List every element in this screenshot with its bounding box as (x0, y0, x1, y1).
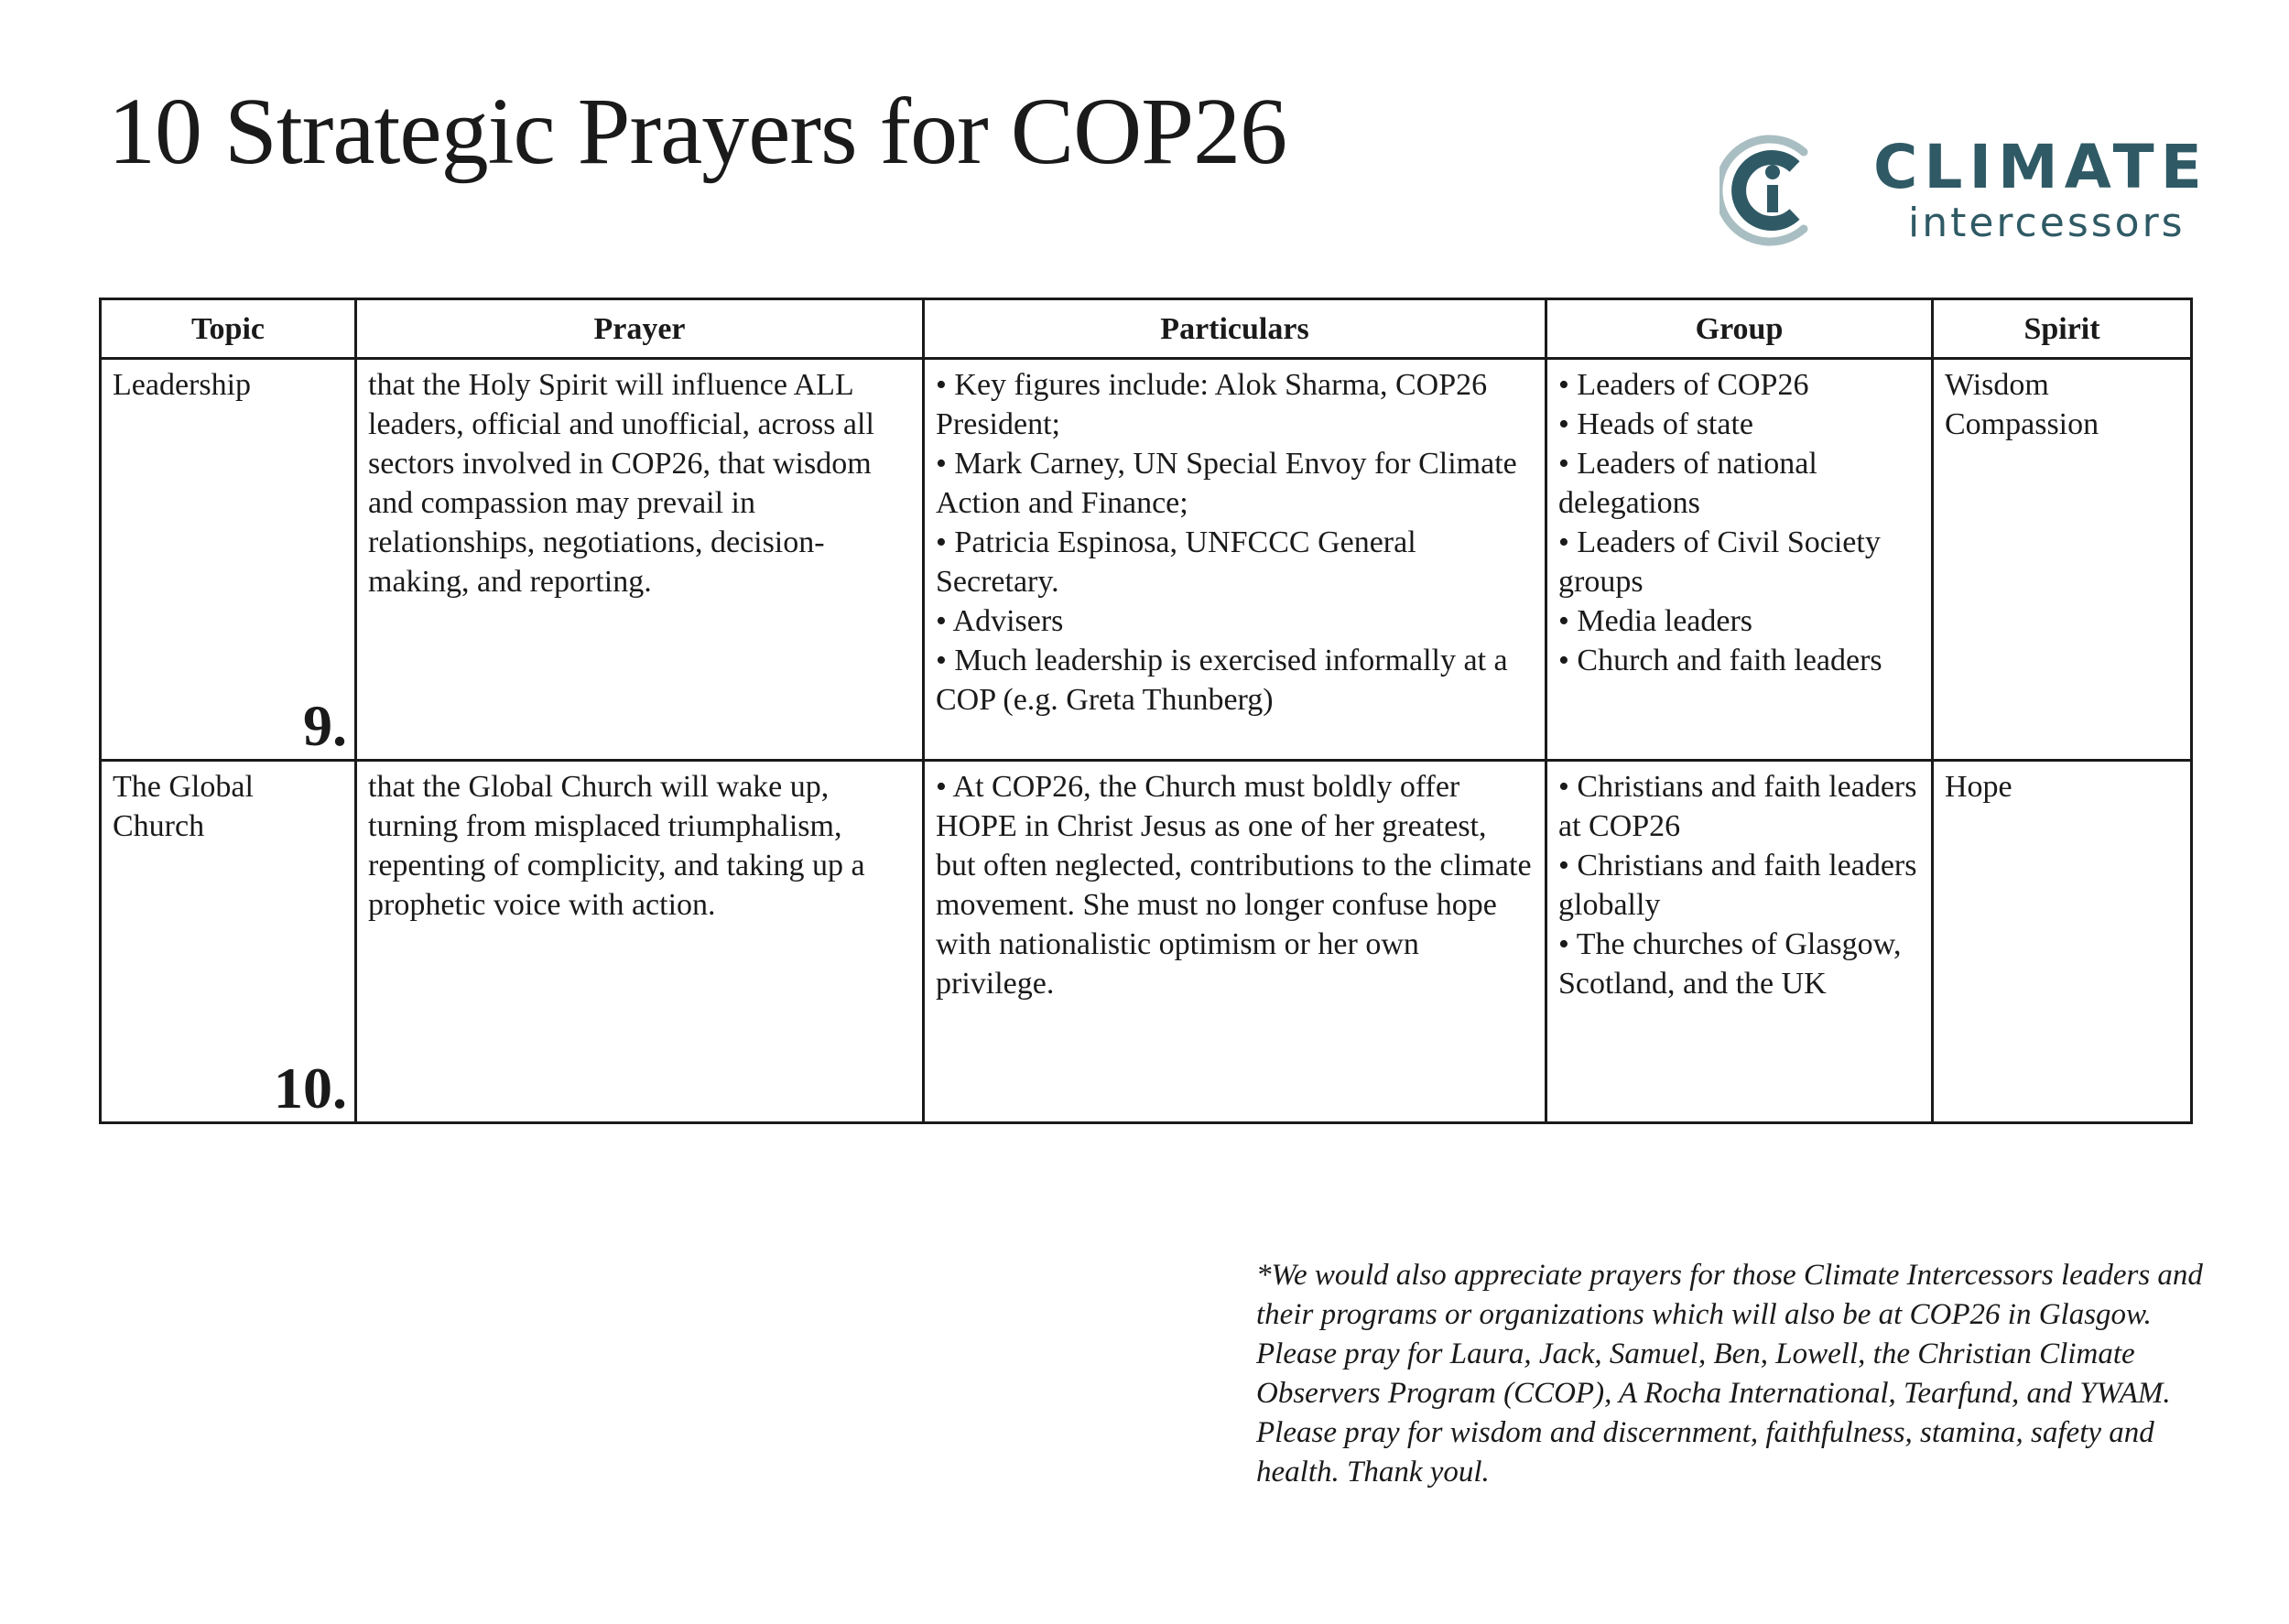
logo-wordmark-intercessors: intercessors (1908, 200, 2186, 246)
column-header-spirit: Spirit (1933, 299, 2192, 359)
particulars-item: • Mark Carney, UN Special Envoy for Climate Action and Finance; (936, 447, 1517, 520)
column-header-topic: Topic (101, 299, 356, 359)
particulars-cell (924, 761, 1546, 1123)
topic-text: Leadership (113, 368, 252, 402)
spirit-item: Hope (1945, 770, 2012, 804)
group-item: • Leaders of Civil Society groups (1558, 525, 1881, 599)
column-header-prayer: Prayer (356, 299, 924, 359)
table-row (101, 761, 2192, 1123)
table-row (101, 359, 2192, 761)
spirit-cell (1933, 359, 2192, 761)
group-cell (1546, 761, 1933, 1123)
particulars-item: • At COP26, the Church must boldly offer HOPE in Christ Jesus as one of her greatest, but often neglected, contributions to the climate movement. She must no longer confuse hope with nationalistic optimism or her own privilege. (936, 770, 1532, 1001)
prayer-cell: that the Global Church will wake up, turning from misplaced triumphalism, repenting of complicity, and taking up a prophetic voice with action. (356, 761, 924, 1123)
group-cell (1546, 359, 1933, 761)
prayer-cell: that the Holy Spirit will influence ALL leaders, official and unofficial, across all sectors involved in COP26, that wisdom and compassion may prevail in relationships, negotiations, decision-making, and reporting. (356, 359, 924, 761)
spirit-item: Compassion (1945, 407, 2099, 441)
group-item: • Leaders of COP26 (1558, 368, 1809, 402)
topic-cell (101, 761, 356, 1123)
group-item: • Christians and faith leaders globally (1558, 849, 1917, 922)
particulars-item: • Much leadership is exercised informally at a COP (e.g. Greta Thunberg) (936, 644, 1508, 717)
climate-intercessors-c-i-icon (1719, 126, 1829, 254)
group-item: • Media leaders (1558, 604, 1753, 638)
page-title: 10 Strategic Prayers for COP26 (108, 79, 1287, 184)
column-header-group: Group (1546, 299, 1933, 359)
prayer-number: 9. (303, 693, 347, 758)
particulars-item: • Patricia Espinosa, UNFCCC General Secretary. (936, 525, 1416, 599)
particulars-item: • Key figures include: Alok Sharma, COP26 President; (936, 368, 1488, 441)
topic-text: The Global Church (113, 770, 254, 843)
prayers-table (99, 298, 2193, 1124)
group-item: • Leaders of national delegations (1558, 447, 1817, 520)
column-header-particulars: Particulars (924, 299, 1546, 359)
spirit-item: Wisdom (1945, 368, 2049, 402)
climate-intercessors-logo (1719, 126, 2232, 254)
prayer-number: 10. (274, 1056, 347, 1121)
group-item: • The churches of Glasgow, Scotland, and the UK (1558, 927, 1902, 1001)
group-item: • Christians and faith leaders at COP26 (1558, 770, 1917, 843)
group-item: • Heads of state (1558, 407, 1753, 441)
table-header-row (101, 299, 2192, 359)
topic-cell (101, 359, 356, 761)
particulars-item: • Advisers (936, 604, 1064, 638)
spirit-cell (1933, 761, 2192, 1123)
logo-wordmark-climate: CLIMATE (1873, 132, 2208, 202)
group-item: • Church and faith leaders (1558, 644, 1882, 677)
particulars-cell (924, 359, 1546, 761)
footnote: *We would also appreciate prayers for those Climate Intercessors leaders and their programs or organizations which will also be at COP26 in Glasgow. Please pray for Laura, Jack, Samuel, Ben, Lowell, the Christian Climate Observers Program (CCOP), A Rocha International, Tearfund, and YWAM. Please pray for wisdom and discernment, faithfulness, stamina, safety and health. Thank youl. (1256, 1259, 2203, 1489)
